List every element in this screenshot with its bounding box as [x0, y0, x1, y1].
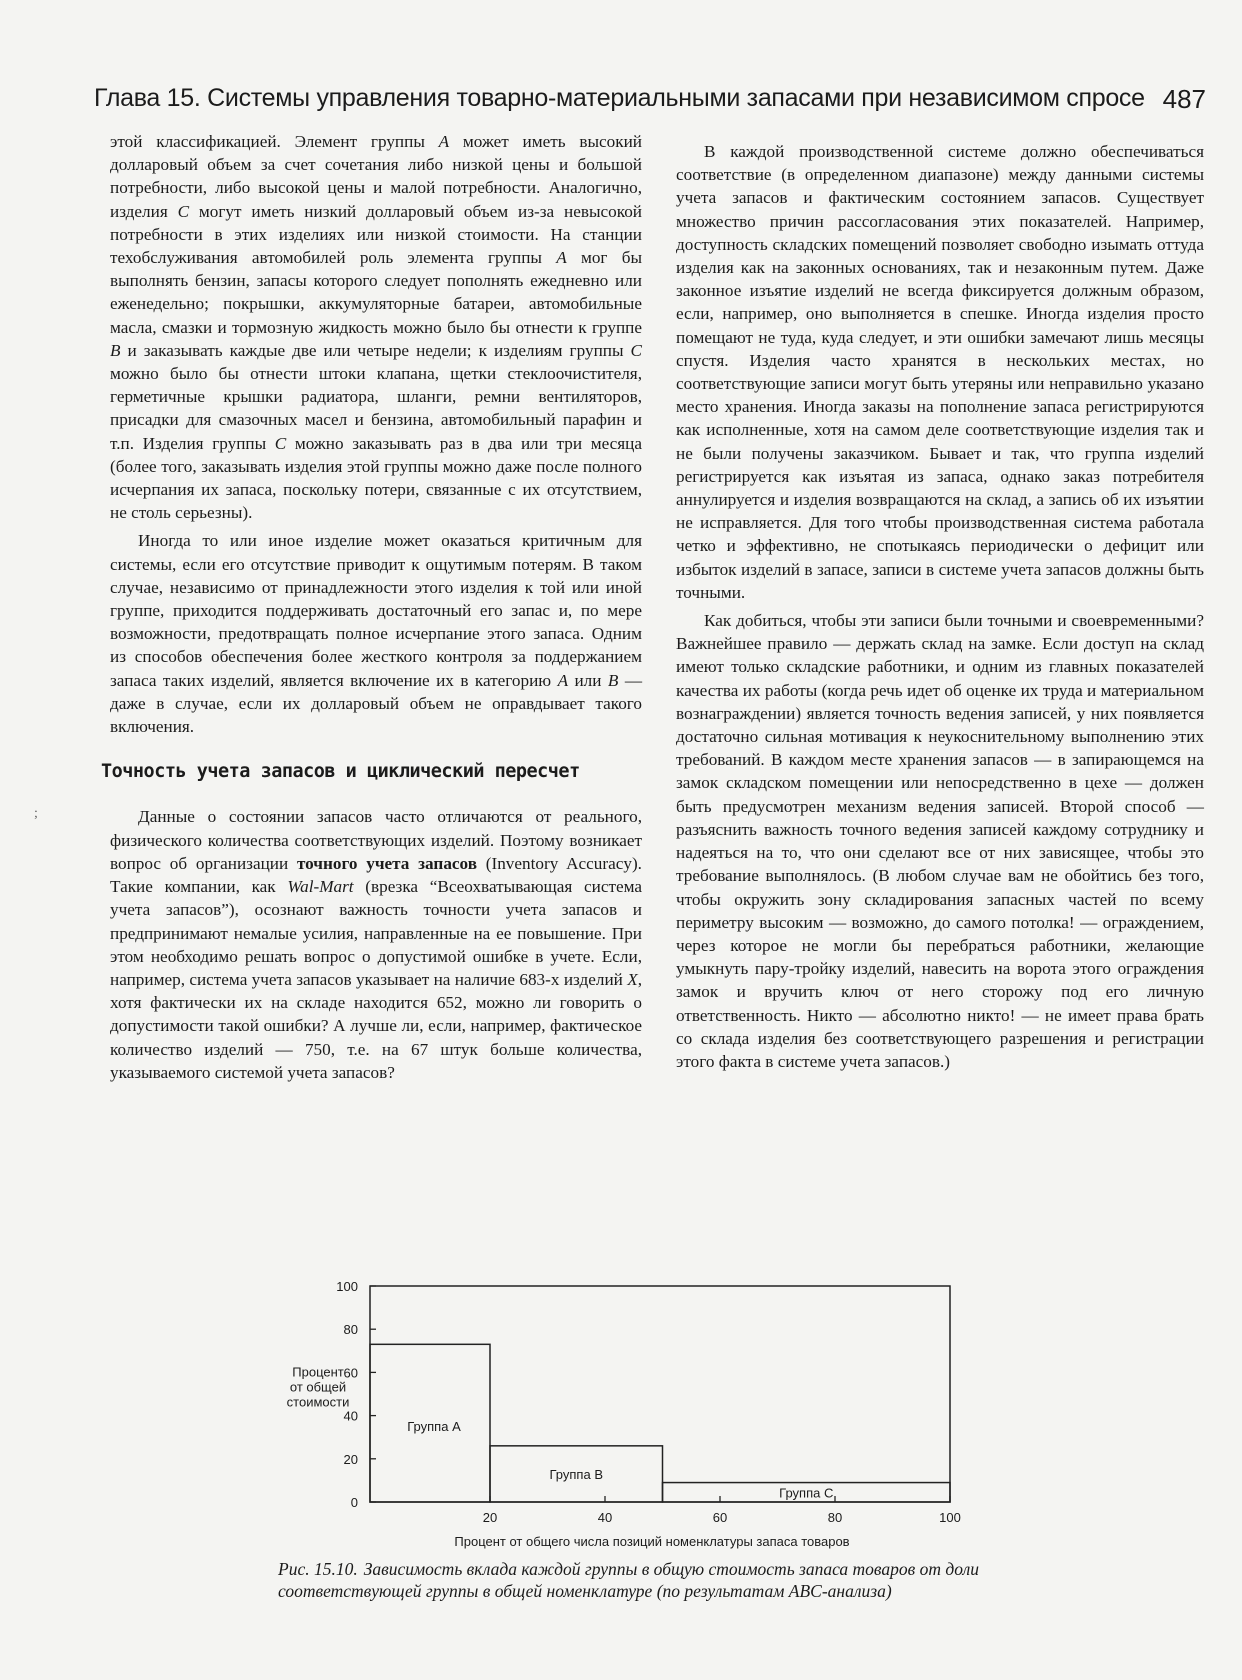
paragraph-critical-items: Иногда то или иное изделие может оказаться критичным для системы, если его отсутствие приводит к ощутимым потерям. В таком случае, независимо от принадлежности этого изделия к той или иной группе, приходится поддерживать достаточный его запас и, по мере возможности, предотвращать полное исчерпание этого запаса. Одним из способов обеспечения более жесткого контроля за поддержанием запаса таких изделий, является включение их в категорию A или B — даже в случае, если их долларовый объем не оправдывает такого включения.	[110, 531, 643, 737]
abc-chart-svg	[270, 1270, 1030, 1550]
italic-term: C	[630, 340, 642, 360]
y-axis-label: от общей	[289, 1379, 347, 1395]
y-tick-label: 0	[350, 1495, 358, 1510]
x-tick-label: 80	[827, 1510, 843, 1525]
bold-term: точного учета запасов	[296, 853, 477, 873]
italic-term: X	[627, 969, 638, 989]
italic-term: A	[438, 132, 450, 151]
page-number: 487	[1162, 84, 1206, 114]
bar-label: Группа C	[779, 1485, 834, 1501]
x-tick-label: 40	[597, 1510, 613, 1525]
y-tick-label: 20	[343, 1451, 358, 1467]
italic-term: A	[557, 670, 569, 690]
italic-term: C	[274, 433, 287, 453]
bar-label: Группа B	[549, 1466, 603, 1482]
y-tick-label: 40	[343, 1408, 358, 1424]
italic-term: A	[556, 248, 567, 268]
right-column	[676, 140, 1204, 1073]
italic-term: B	[110, 340, 121, 360]
figure-caption	[278, 1558, 1038, 1602]
y-axis-label: Процент	[292, 1364, 344, 1380]
y-tick-label: 80	[343, 1322, 358, 1338]
x-tick-label: 20	[482, 1510, 498, 1525]
figure-caption-text: Зависимость вклада каждой группы в общую стоимость запаса товаров от доли соответствующей группы в общей номенклатуре (по результатам ABC-анализа)	[278, 1559, 979, 1601]
paragraph-abc-examples: этой классификацией. Элемент группы A может иметь высокий долларовый объем за счет сочетания либо низкой цены и большой потребности, либо высокой цены и малой потребности. Аналогично, изделия C могут иметь низкий долларовый объем из-за невысокой потребности в этих изделиях или низкой стоимости. На станции техобслуживания автомобилей роль элемента группы A мог бы выполнять бензин, запасы которого следует пополнять ежедневно или еженедельно; покрышки, аккумуляторные батареи, автомобильные масла, смазки и тормозную жидкость можно было бы отнести к группе B и заказывать каждые две или четыре недели; к изделиям группы C можно было бы отнести штоки клапана, щетки стеклоочистителя, герметичные крышки радиатора, шланги, ремни вентиляторов, присадки для смазочных масел и бензина, автомобильный парафин и т.п. Изделия группы C можно заказывать раз в два или три месяца (более того, заказывать изделия этой группы можно даже после полного исчерпания их запаса, поскольку потери, связанные с их отсутствием, не столь серьезны).	[110, 132, 643, 523]
running-header	[94, 78, 1206, 122]
bar-label: Группа A	[407, 1419, 461, 1435]
x-axis-label: Процент от общего числа позиций номенклатуры запаса товаров	[454, 1534, 850, 1549]
y-tick-label: 100	[336, 1279, 358, 1294]
y-axis-label: стоимости	[286, 1394, 350, 1410]
italic-term: C	[177, 201, 190, 221]
paragraph-locked-storage: Как добиться, чтобы эти записи были точными и своевременными? Важнейшее правило — держать склад на замке. Если доступ на склад имеют только складские работники, и одним из главных показателей качества их работы (когда речь идет об оценке их труда и материальном вознаграждении) является точность ведения записей, у них появляется достаточно сильная мотивация к неукоснительному выполнению этих требований. В каждом месте хранения запасов — в запирающемся на замок складском помещении или непосредственно в цехе — должен быть предусмотрен механизм ведения записей. Второй способ — разъяснить важность точного ведения записей каждому сотруднику и надеяться на то, что они сделают все от них зависящее, чтобы это требование выполнялось. (В любом случае вам не обойтись без того, чтобы окружить зону складирования запасных частей по всему периметру высоким — возможно, до самого потолка! — ограждением, через которое не могли бы перебраться работники, желающие умыкнуть пару-тройку изделий, навесить на ворота этого ограждения замок и вручить ключ от него сторожу под его личную ответственность. Никто — абсолютно никто! — не имеет права брать со склада изделия без соответствующего разрешения и регистрации этого факта в системе учета запасов.)	[676, 611, 1204, 1071]
plot-frame	[370, 1286, 950, 1502]
abc-chart	[270, 1270, 1030, 1550]
italic-term: B	[607, 670, 619, 690]
x-tick-label: 60	[712, 1510, 728, 1525]
margin-mark: ;	[34, 806, 38, 821]
left-column	[101, 130, 643, 1084]
paragraph-inventory-accuracy: Данные о состоянии запасов часто отличаются от реального, физического количества соответствующих изделий. Поэтому возникает вопрос об организации точного учета запасов (Inventory Accuracy). Такие компании, как Wal-Mart (врезка “Всеохватывающая система учета запасов”), осознают важность точности учета запасов и предпринимают немалые усилия, направленные на ее повышение. При этом необходимо решать вопрос о допустимой ошибке в учете. Если, например, система учета запасов указывает на наличие 683-х изделий X, хотя фактически их на складе находится 652, можно ли говорить о допустимости такой ошибки? А лучше ли, если, например, фактическое количество изделий — 750, т.е. на 67 штук больше количества, указываемого системой учета запасов?	[110, 807, 642, 1082]
y-tick-label: 60	[343, 1365, 358, 1381]
x-tick-label: 100	[939, 1510, 961, 1525]
italic-term: Wal-Mart	[287, 877, 354, 897]
figure-label: Рис. 15.10.	[278, 1559, 358, 1579]
chapter-title: Глава 15. Системы управления товарно-материальными запасами при независимом спросе	[94, 84, 1145, 112]
section-heading: Точность учета запасов и циклический пересчет	[101, 761, 580, 783]
paragraph-record-mismatch: В каждой производственной системе должно обеспечиваться соответствие (в определенном диапазоне) между данными системы учета запасов и фактическим состоянием запасов. Существует множество причин рассогласования этих показателей. Например, доступность складских помещений позволяет свободно изымать оттуда изделия как на законных основаниях, так и незаконным путем. Даже законное изъятие изделий не всегда фиксируется должным образом, если, например, оно выполняется в спешке. Иногда изделия просто помещают не туда, куда следует, и эти ошибки замечают лишь месяцы спустя. Изделия часто хранятся в нескольких местах, но соответствующие записи могут быть утеряны или неправильно указано место хранения. Иногда заказы на пополнение запаса регистрируются как исполненные, хотя на самом деле соответствующие изделия так и не были получены заказчиком. Бывает и так, что группа изделий регистрируется как изъятая из запаса, однако заказ потребителя аннулируется и изделия возвращаются на склад, а запись об их изъятии не исправляется. Для того чтобы производственная система работала четко и эффективно, не спотыкаясь периодически о дефицит или избыток изделий в запасе, записи в системе учета запасов должны быть точными.	[676, 142, 1204, 602]
